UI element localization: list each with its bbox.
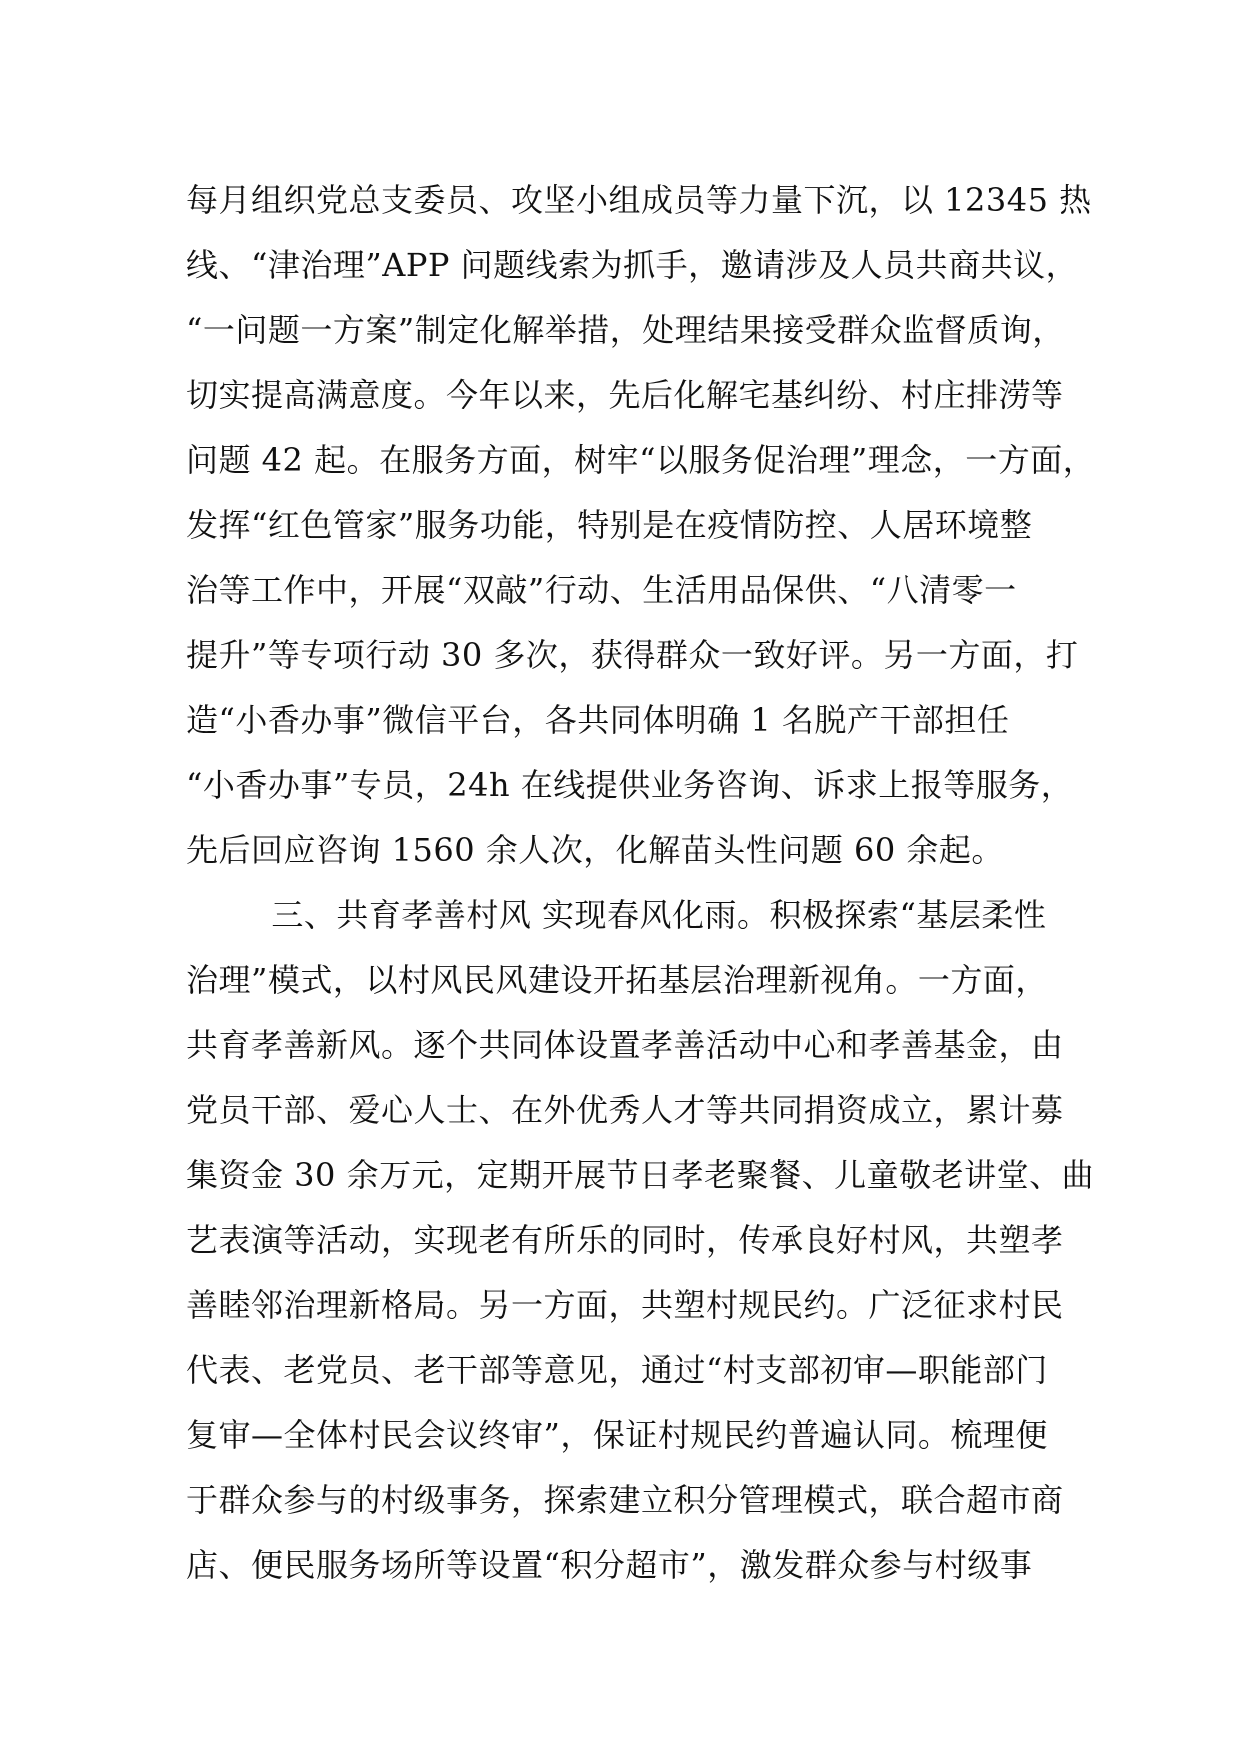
text-line: 治等工作中，开展“双敲”行动、生活用品保供、“八清零一 bbox=[186, 571, 1017, 609]
text-line: “小香办事”专员，24h 在线提供业务咨询、诉求上报等服务， bbox=[186, 766, 1074, 804]
text-line: 切实提高满意度。今年以来，先后化解宅基纠纷、村庄排涝等 bbox=[186, 376, 1064, 414]
text-line: “一问题一方案”制定化解举措，处理结果接受群众监督质询， bbox=[186, 311, 1065, 349]
text-line: 先后回应咨询 1560 余人次，化解苗头性问题 60 余起。 bbox=[186, 831, 1004, 869]
text-line: 善睦邻治理新格局。另一方面，共塑村规民约。广泛征求村民 bbox=[186, 1286, 1064, 1324]
text-line: 每月组织党总支委员、攻坚小组成员等力量下沉，以 12345 热 bbox=[186, 181, 1092, 219]
text-line: 复审—全体村民会议终审”，保证村规民约普遍认同。梳理便 bbox=[186, 1416, 1048, 1454]
section-heading-line: 三、共育孝善村风 实现春风化雨。积极探索“基层柔性 bbox=[186, 896, 1047, 934]
text-line: 艺表演等活动，实现老有所乐的同时，传承良好村风，共塑孝 bbox=[186, 1221, 1064, 1259]
text-line: 集资金 30 余万元，定期开展节日孝老聚餐、儿童敬老讲堂、曲 bbox=[186, 1156, 1095, 1194]
text-line: 共育孝善新风。逐个共同体设置孝善活动中心和孝善基金，由 bbox=[186, 1026, 1064, 1064]
text-line: 代表、老党员、老干部等意见，通过“村支部初审—职能部门 bbox=[186, 1351, 1048, 1389]
text-line: 提升”等专项行动 30 多次，获得群众一致好评。另一方面，打 bbox=[186, 636, 1079, 674]
text-line: 造“小香办事”微信平台，各共同体明确 1 名脱产干部担任 bbox=[186, 701, 1010, 739]
text-line: 治理”模式，以村风民风建设开拓基层治理新视角。一方面， bbox=[186, 961, 1048, 999]
body-text bbox=[186, 168, 1096, 1598]
text-line: 问题 42 起。在服务方面，树牢“以服务促治理”理念，一方面， bbox=[186, 441, 1096, 479]
text-line: 店、便民服务场所等设置“积分超市”，激发群众参与村级事 bbox=[186, 1546, 1033, 1584]
text-line: 于群众参与的村级事务，探索建立积分管理模式，联合超市商 bbox=[186, 1481, 1064, 1519]
text-line: 发挥“红色管家”服务功能，特别是在疫情防控、人居环境整 bbox=[186, 506, 1033, 544]
text-line: 党员干部、爱心人士、在外优秀人才等共同捐资成立，累计募 bbox=[186, 1091, 1064, 1129]
text-line: 线、“津治理”APP 问题线索为抓手，邀请涉及人员共商共议， bbox=[186, 246, 1079, 284]
